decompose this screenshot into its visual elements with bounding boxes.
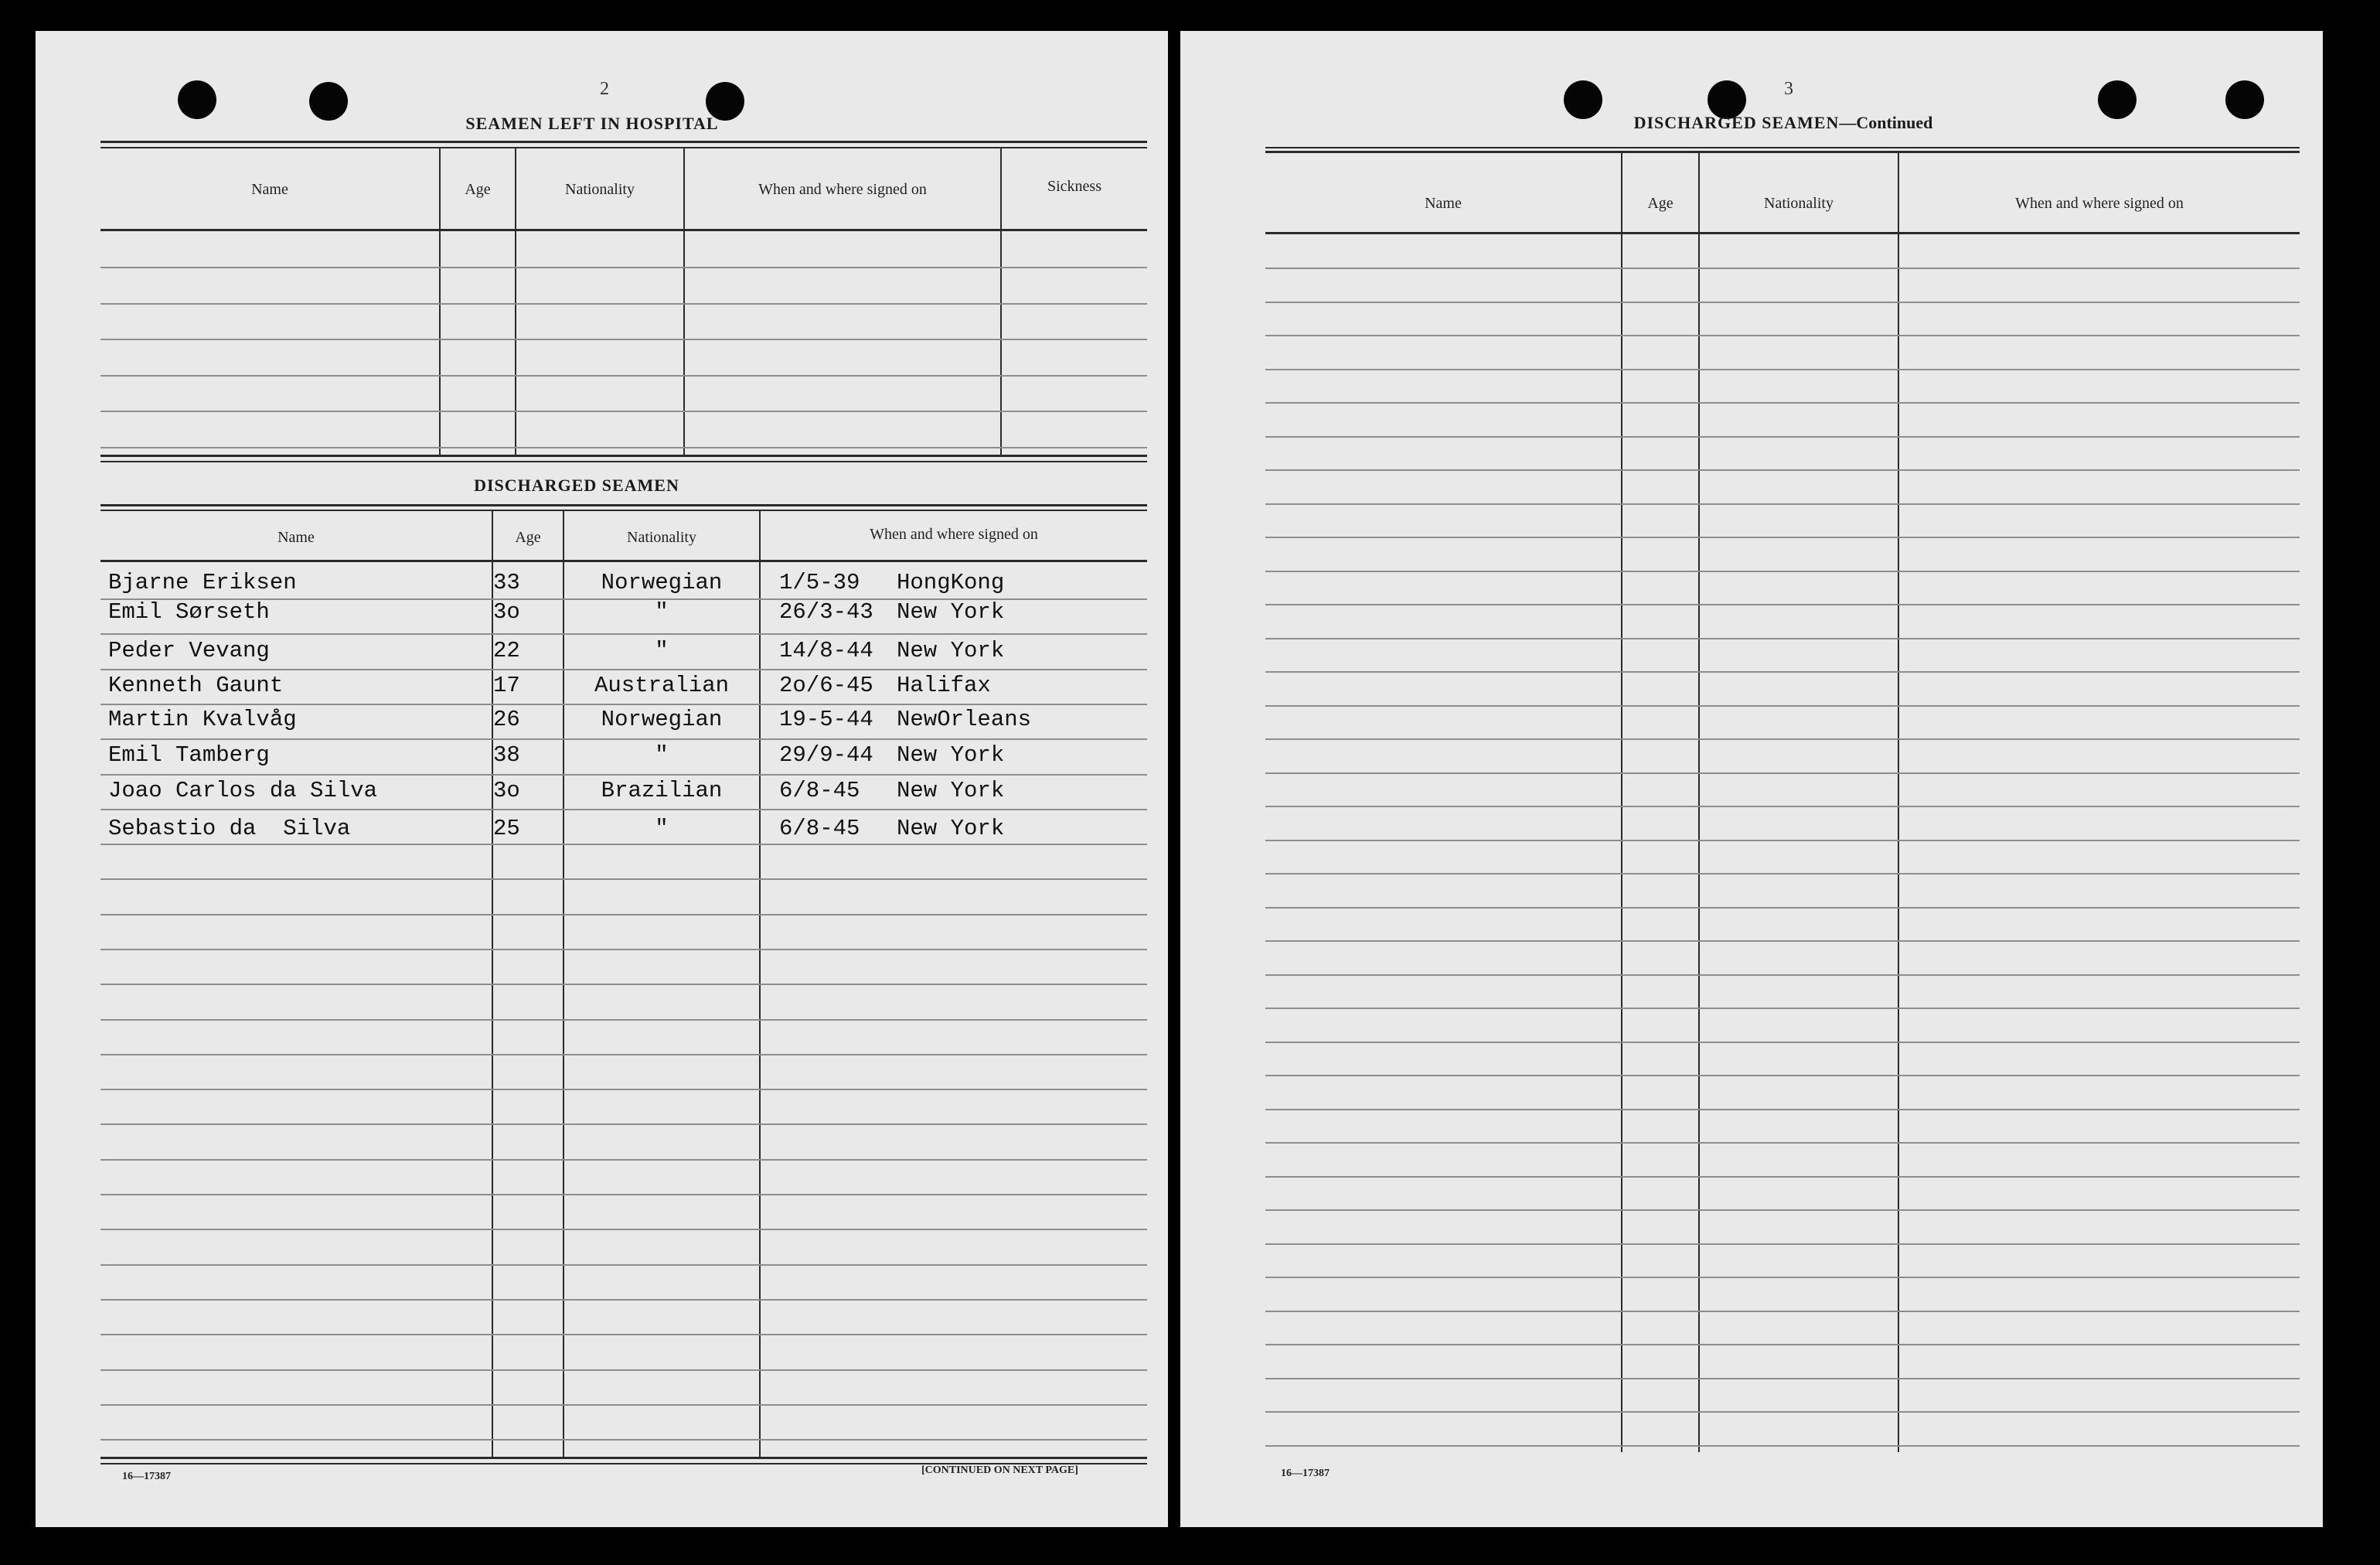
seaman-nationality: " [655,599,669,625]
signed-on-date: 14/8-44 [779,638,873,663]
ruled-line [100,339,1147,340]
ruled-line [1265,335,2300,336]
signed-on-place: New York [897,816,1005,841]
ruled-line [100,267,1147,268]
ruled-line [100,303,1147,305]
seaman-age: 17 [493,673,520,698]
ruled-line [100,1054,1147,1055]
signed-on-place: New York [897,638,1005,663]
table-row [100,639,1147,670]
signed-on-place: New York [897,599,1005,625]
hospital-table [100,141,1147,465]
right-page [1180,31,2323,1527]
table-row [100,817,1147,847]
ruled-line [1265,806,2300,807]
table-row [100,779,1147,810]
ruled-line [1265,1445,2300,1447]
seaman-name: Kenneth Gaunt [108,673,284,698]
punch-hole [2225,80,2264,119]
ruled-line [100,878,1147,880]
seaman-name: Peder Vevang [108,638,270,663]
ruled-line [100,1334,1147,1335]
discharged-table [100,504,1147,1467]
seaman-nationality: Norwegian [601,570,723,595]
ruled-line [1265,705,2300,707]
seaman-age: 33 [493,570,520,595]
seaman-nationality: Australian [594,673,730,698]
hospital-col-sickness: Sickness [1047,178,1101,195]
ruled-line [100,738,1147,740]
ruled-line [100,1299,1147,1301]
discharged-col-signed-on: When and where signed on [870,526,1038,543]
seaman-nationality: " [655,816,669,841]
signed-on-date: 29/9-44 [779,742,873,768]
discharged-continued-title: DISCHARGED SEAMEN—Continued [1633,113,1933,132]
seaman-age: 38 [493,742,520,768]
ruled-line [100,1159,1147,1161]
table-row [100,571,1147,602]
punch-hole [178,80,216,119]
ruled-line [100,1123,1147,1125]
page-number: 3 [1784,79,1793,99]
form-number: 16—17387 [1281,1468,1330,1479]
signed-on-date: 19-5-44 [779,707,873,732]
continued-col-name: Name [1425,195,1462,212]
ruled-line [1265,1277,2300,1278]
ruled-line [1265,907,2300,909]
continued-col-age: Age [1647,195,1673,212]
ruled-line [100,1439,1147,1441]
ruled-line [1265,469,2300,471]
ruled-line [1265,1344,2300,1345]
seaman-nationality: " [655,638,669,663]
ruled-line [100,447,1147,448]
ruled-line [1265,402,2300,404]
table-row [100,707,1147,738]
signed-on-date: 2o/6-45 [779,673,873,698]
punch-hole [309,82,348,121]
seaman-age: 22 [493,638,520,663]
ruled-line [100,914,1147,915]
ruled-line [100,1019,1147,1021]
discharged-col-name: Name [277,529,315,546]
discharged-col-age: Age [515,529,541,546]
signed-on-place: Halifax [897,673,991,698]
table-row [100,673,1147,704]
ruled-line [100,1089,1147,1090]
ruled-line [1265,772,2300,774]
ruled-line [100,984,1147,985]
ruled-line [1265,840,2300,841]
table-row [100,743,1147,774]
ruled-line [1265,1378,2300,1379]
continued-note: [CONTINUED ON NEXT PAGE] [921,1464,1078,1476]
ruled-line [1265,1311,2300,1312]
ruled-line [1265,1109,2300,1110]
ruled-line [1265,1008,2300,1009]
ruled-line [1265,436,2300,438]
continued-col-nationality: Nationality [1764,195,1834,212]
ruled-line [100,1404,1147,1406]
ruled-line [1265,974,2300,976]
ruled-line [1265,1243,2300,1245]
ruled-line [1265,1142,2300,1144]
signed-on-place: HongKong [897,570,1005,595]
hospital-col-age: Age [465,181,491,198]
ruled-line [1265,873,2300,875]
seaman-age: 25 [493,816,520,841]
hospital-col-nationality: Nationality [565,181,635,198]
ruled-line [1265,671,2300,673]
ruled-line [100,411,1147,412]
discharged-section-title: DISCHARGED SEAMEN [474,476,679,495]
ruled-line [1265,503,2300,505]
signed-on-date: 26/3-43 [779,599,873,625]
seaman-name: Joao Carlos da Silva [108,778,378,803]
continued-col-signed-on: When and where signed on [2015,195,2184,212]
hospital-col-name: Name [251,181,288,198]
ruled-line [1265,1411,2300,1413]
ruled-line [100,1194,1147,1195]
page-number: 2 [600,79,609,99]
seaman-name: Bjarne Eriksen [108,570,297,595]
ruled-line [100,633,1147,635]
hospital-col-signed-on: When and where signed on [758,181,927,198]
form-number: 16—17387 [122,1471,171,1482]
seaman-name: Emil Tamberg [108,742,270,768]
punch-hole [2098,80,2137,119]
ruled-line [1265,571,2300,572]
discharged-col-nationality: Nationality [627,529,696,546]
seaman-name: Sebastio da Silva [108,816,351,841]
discharged-continued-table [1265,147,2300,1465]
signed-on-place: NewOrleans [897,707,1032,732]
seaman-name: Martin Kvalvåg [108,707,297,732]
ruled-line [100,1264,1147,1266]
signed-on-date: 1/5-39 [779,570,860,595]
ruled-line [100,949,1147,950]
seaman-nationality: Norwegian [601,707,723,732]
ruled-line [1265,369,2300,370]
seaman-name: Emil Sørseth [108,599,270,625]
ruled-line [1265,1042,2300,1043]
ruled-line [1265,537,2300,538]
left-page [36,31,1168,1527]
signed-on-place: New York [897,778,1005,803]
ruled-line [1265,1075,2300,1076]
seaman-age: 3o [493,599,520,625]
seaman-nationality: " [655,742,669,768]
ruled-line [1265,738,2300,740]
ruled-line [1265,268,2300,269]
ruled-line [1265,1176,2300,1178]
signed-on-place: New York [897,742,1005,768]
seaman-age: 26 [493,707,520,732]
ruled-line [1265,940,2300,942]
signed-on-date: 6/8-45 [779,816,860,841]
ruled-line [100,774,1147,776]
ruled-line [1265,638,2300,639]
table-row [100,600,1147,631]
seaman-age: 3o [493,778,520,803]
hospital-section-title: SEAMEN LEFT IN HOSPITAL [465,114,719,133]
ruled-line [100,1229,1147,1230]
ruled-line [100,1369,1147,1371]
seaman-nationality: Brazilian [601,778,723,803]
ruled-line [100,375,1147,377]
signed-on-date: 6/8-45 [779,778,860,803]
ruled-line [1265,1209,2300,1211]
ruled-line [1265,302,2300,303]
ruled-line [1265,604,2300,605]
